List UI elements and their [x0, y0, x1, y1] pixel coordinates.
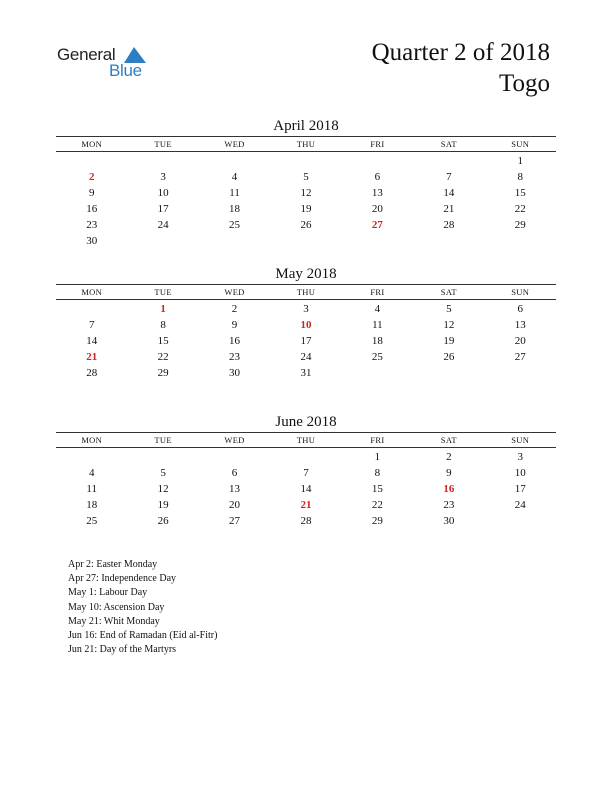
day-cell: 26	[443, 351, 455, 363]
day-cell: 19	[157, 499, 169, 511]
day-cell: 13	[514, 319, 526, 331]
calendar-june	[56, 412, 556, 529]
page-title	[372, 37, 550, 99]
day-cell: 28	[86, 367, 98, 379]
day-cell: 10	[157, 187, 169, 199]
day-cell: 29	[514, 219, 526, 231]
day-cell: 25	[86, 515, 98, 527]
day-cell: 12	[300, 187, 312, 199]
week-row	[56, 217, 556, 233]
weekday-header: TUE	[154, 435, 172, 445]
day-cell: 6	[517, 303, 523, 315]
day-cell: 28	[443, 219, 455, 231]
day-cell: 8	[160, 319, 166, 331]
day-cell: 30	[229, 367, 241, 379]
day-cell: 17	[157, 203, 169, 215]
day-cell: 21	[443, 203, 455, 215]
day-cell: 24	[300, 351, 312, 363]
month-title: May 2018	[275, 266, 337, 282]
weekday-header: THU	[296, 139, 316, 149]
day-cell: 1	[374, 451, 381, 463]
day-cell: 27	[229, 515, 241, 527]
weekday-header: SAT	[440, 435, 457, 445]
day-cell: 18	[371, 335, 383, 347]
day-cell: 4	[231, 171, 238, 183]
day-cell: 29	[371, 515, 383, 527]
day-cell: 13	[229, 483, 241, 495]
day-cell: 18	[229, 203, 241, 215]
day-cell: 26	[300, 219, 312, 231]
day-cell: 7	[88, 319, 95, 331]
week-row	[56, 497, 556, 513]
week-row	[56, 449, 556, 465]
day-cell: 26	[157, 515, 169, 527]
logo-text-blue: Blue	[109, 61, 142, 80]
day-cell: 4	[88, 467, 95, 479]
weekday-header: WED	[224, 287, 245, 297]
day-cell: 8	[517, 171, 523, 183]
day-cell-holiday: 2	[88, 171, 95, 183]
day-cell: 30	[86, 235, 98, 247]
weekday-header: SUN	[511, 287, 530, 297]
weekday-header: SUN	[511, 435, 530, 445]
logo	[57, 43, 157, 83]
weekday-header: TUE	[154, 139, 172, 149]
holiday-note: Jun 16: End of Ramadan (Eid al-Fitr)	[68, 630, 218, 642]
day-cell: 3	[517, 451, 523, 463]
day-cell: 16	[86, 203, 98, 215]
day-cell: 10	[514, 467, 526, 479]
day-cell: 9	[231, 319, 238, 331]
logo-text-general: General	[57, 45, 116, 64]
day-cell-holiday: 10	[300, 319, 312, 331]
day-cell: 30	[443, 515, 455, 527]
week-row	[56, 465, 556, 481]
day-cell: 29	[157, 367, 169, 379]
quarter-title: Quarter 2 of 2018	[371, 39, 550, 66]
day-cell: 11	[229, 187, 240, 199]
holiday-list	[68, 558, 217, 657]
day-cell: 23	[86, 219, 98, 231]
day-cell: 15	[157, 335, 169, 347]
day-cell: 17	[514, 483, 526, 495]
day-cell: 23	[443, 499, 455, 511]
country-title: Togo	[498, 70, 550, 97]
day-cell: 25	[229, 219, 241, 231]
week-row	[56, 233, 556, 249]
day-cell-holiday: 1	[160, 303, 166, 315]
day-cell: 11	[372, 319, 383, 331]
day-cell: 2	[231, 303, 238, 315]
day-cell: 20	[514, 335, 526, 347]
day-cell: 22	[514, 203, 526, 215]
weekday-header: MON	[81, 435, 103, 445]
day-cell: 22	[157, 351, 169, 363]
day-cell: 19	[300, 203, 312, 215]
week-row	[56, 201, 556, 217]
day-cell: 8	[374, 467, 381, 479]
calendar-may	[56, 264, 556, 381]
weekday-header: WED	[224, 435, 245, 445]
day-cell: 18	[86, 499, 98, 511]
week-row	[56, 481, 556, 497]
holiday-note: May 10: Ascension Day	[68, 601, 165, 613]
day-cell-holiday: 27	[371, 219, 383, 231]
day-cell: 3	[160, 171, 166, 183]
weekday-header: SAT	[440, 139, 457, 149]
week-row	[56, 301, 556, 317]
weekday-header-row	[56, 432, 556, 448]
day-cell: 12	[443, 319, 455, 331]
day-cell: 6	[231, 467, 238, 479]
day-cell: 14	[443, 187, 455, 199]
day-cell: 20	[229, 499, 241, 511]
day-cell: 7	[303, 467, 309, 479]
weekday-header: SUN	[511, 139, 530, 149]
week-row	[56, 153, 556, 169]
weekday-header: FRI	[370, 435, 385, 445]
weekday-header: THU	[296, 287, 316, 297]
day-cell: 6	[374, 171, 381, 183]
day-cell-holiday: 21	[300, 499, 312, 511]
weekday-header: FRI	[370, 287, 385, 297]
weekday-header: SAT	[440, 287, 457, 297]
day-cell-holiday: 16	[443, 483, 455, 495]
day-cell: 16	[229, 335, 241, 347]
holiday-note: Jun 21: Day of the Martyrs	[68, 644, 177, 656]
day-cell: 3	[303, 303, 309, 315]
day-cell: 31	[300, 367, 312, 379]
month-title: April 2018	[273, 118, 339, 134]
day-cell: 20	[371, 203, 383, 215]
day-cell: 5	[160, 467, 166, 479]
day-cell: 12	[157, 483, 169, 495]
week-row	[56, 317, 556, 333]
day-cell: 4	[374, 303, 381, 315]
week-row	[56, 333, 556, 349]
weekday-header: MON	[81, 287, 103, 297]
day-cell: 13	[371, 187, 383, 199]
week-row	[56, 185, 556, 201]
week-row	[56, 365, 556, 381]
day-cell: 11	[86, 483, 97, 495]
weekday-header: TUE	[154, 287, 172, 297]
holiday-note: Apr 27: Independence Day	[68, 573, 177, 585]
day-cell: 27	[514, 351, 526, 363]
day-cell: 9	[446, 467, 452, 479]
calendar-april	[56, 116, 556, 249]
holiday-note: May 1: Labour Day	[68, 587, 148, 599]
day-cell: 24	[157, 219, 169, 231]
day-cell: 28	[300, 515, 312, 527]
day-cell: 7	[446, 171, 452, 183]
day-cell: 9	[88, 187, 95, 199]
day-cell: 5	[446, 303, 452, 315]
day-cell: 15	[371, 483, 383, 495]
holiday-note: Apr 2: Easter Monday	[68, 559, 158, 570]
week-row	[56, 513, 556, 529]
weekday-header: WED	[224, 139, 245, 149]
holiday-note: May 21: Whit Monday	[68, 615, 160, 627]
month-title: June 2018	[275, 414, 337, 430]
weekday-header-row	[56, 284, 556, 300]
day-cell: 23	[229, 351, 241, 363]
day-cell: 25	[371, 351, 383, 363]
week-row	[56, 349, 556, 365]
day-cell-holiday: 21	[86, 351, 98, 363]
weekday-header: FRI	[370, 139, 385, 149]
day-cell: 17	[300, 335, 312, 347]
week-row	[56, 169, 556, 185]
day-cell: 14	[300, 483, 312, 495]
day-cell: 2	[446, 451, 452, 463]
day-cell: 14	[86, 335, 98, 347]
weekday-header: MON	[81, 139, 103, 149]
weekday-header-row	[56, 136, 556, 152]
weekday-header: THU	[296, 435, 316, 445]
day-cell: 22	[371, 499, 383, 511]
day-cell: 5	[303, 171, 309, 183]
day-cell: 19	[443, 335, 455, 347]
day-cell: 15	[514, 187, 526, 199]
day-cell: 1	[517, 155, 523, 167]
day-cell: 24	[514, 499, 526, 511]
